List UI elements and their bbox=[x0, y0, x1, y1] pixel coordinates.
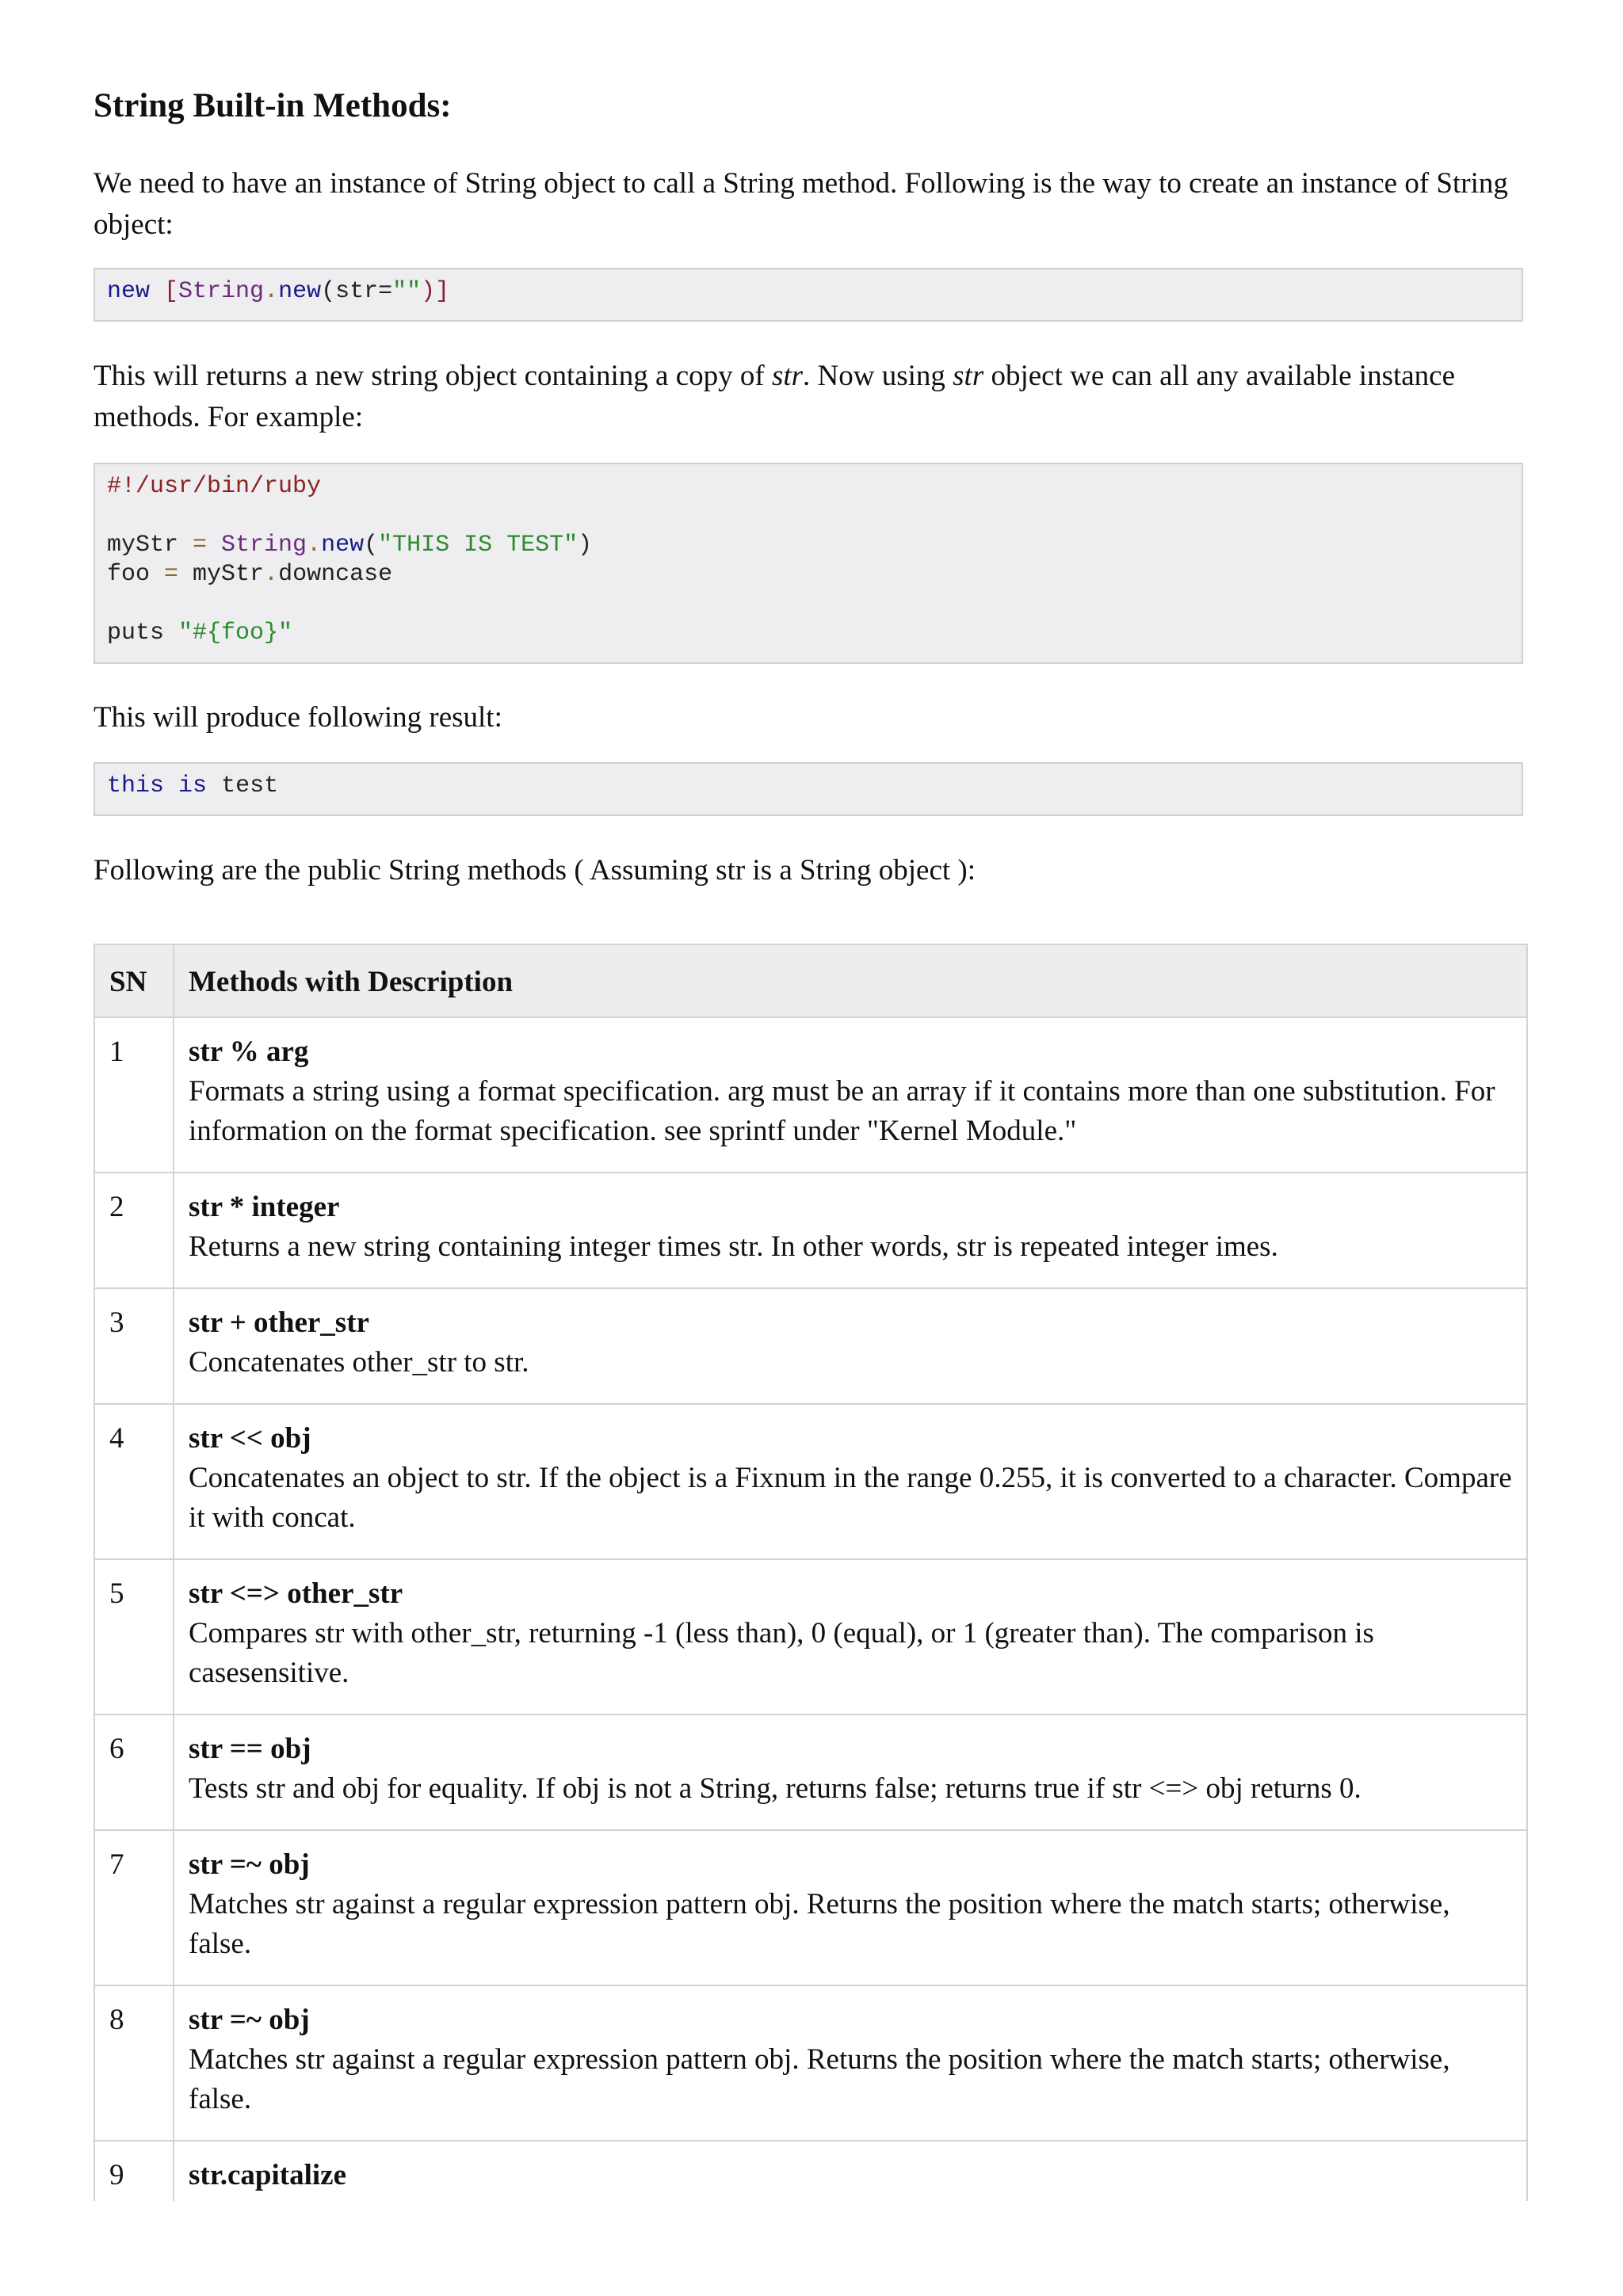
row-sn: 9 bbox=[94, 2141, 174, 2256]
intro-paragraph: We need to have an instance of String object to call a String method. Following is the way to create an instance of String object: bbox=[94, 167, 1508, 241]
row-sn: 8 bbox=[94, 1985, 174, 2141]
table-row bbox=[94, 1404, 1527, 1559]
code-block-example: #!/usr/bin/ruby myStr = String.new("THIS IS TEST") foo = myStr.downcase puts "#{foo}" bbox=[94, 463, 1523, 664]
method-name: str <=> other_str bbox=[189, 1577, 403, 1610]
row-method bbox=[174, 1017, 1527, 1173]
method-name: str + other_str bbox=[189, 1306, 369, 1339]
table-row bbox=[94, 1017, 1527, 1173]
table-row bbox=[94, 1985, 1527, 2141]
row-sn: 7 bbox=[94, 1830, 174, 1985]
methods-table bbox=[94, 944, 1528, 2257]
result-label: This will produce following result: bbox=[94, 701, 502, 734]
method-name: str == obj bbox=[189, 1733, 311, 1765]
row-sn: 5 bbox=[94, 1559, 174, 1714]
row-method bbox=[174, 1404, 1527, 1559]
row-method bbox=[174, 1173, 1527, 1288]
method-description: Formats a string using a format specification. arg must be an array if it contains more than one substitution. For information on the format specification. see sprintf under "Kernel Module." bbox=[189, 1075, 1495, 1147]
table-row bbox=[94, 1559, 1527, 1714]
code-block-output: this is test bbox=[94, 762, 1523, 816]
method-description: Concatenates an object to str. If the object is a Fixnum in the range 0.255, it is converted to a character. Compare it with concat. bbox=[189, 1462, 1512, 1534]
row-sn: 6 bbox=[94, 1714, 174, 1830]
table-row bbox=[94, 1173, 1527, 1288]
table-row bbox=[94, 1288, 1527, 1404]
method-name: str << obj bbox=[189, 1422, 311, 1455]
method-name: str.capitalize bbox=[189, 2159, 347, 2191]
section-title: String Built-in Methods: bbox=[94, 87, 452, 124]
method-name: str =~ obj bbox=[189, 2004, 310, 2036]
row-method bbox=[174, 1714, 1527, 1830]
table-row bbox=[94, 1714, 1527, 1830]
row-method bbox=[174, 1830, 1527, 1985]
page-bottom-margin bbox=[0, 2201, 1623, 2296]
row-sn: 1 bbox=[94, 1017, 174, 1173]
table-row bbox=[94, 1830, 1527, 1985]
code-block-constructor: new [String.new(str="")] bbox=[94, 268, 1523, 322]
row-method bbox=[174, 1288, 1527, 1404]
method-name: str * integer bbox=[189, 1191, 340, 1223]
method-name: str =~ obj bbox=[189, 1848, 310, 1881]
method-description: Compares str with other_str, returning -1 (less than), 0 (equal), or 1 (greater than). The comparison is casesensitive. bbox=[189, 1617, 1374, 1689]
example-paragraph: This will returns a new string object containing a copy of str. Now using str object we can all any available instance methods. For example: bbox=[94, 360, 1456, 433]
row-method bbox=[174, 1559, 1527, 1714]
row-method bbox=[174, 1985, 1527, 2141]
method-description: Returns a new string containing integer times str. In other words, str is repeated integer imes. bbox=[189, 1230, 1278, 1263]
method-description: Tests str and obj for equality. If obj is not a String, returns false; returns true if str <=> obj returns 0. bbox=[189, 1772, 1361, 1805]
method-description: Matches str against a regular expression pattern obj. Returns the position where the match starts; otherwise, false. bbox=[189, 2043, 1450, 2115]
row-sn: 4 bbox=[94, 1404, 174, 1559]
methods-intro: Following are the public String methods ( Assuming str is a String object ): bbox=[94, 854, 976, 887]
header-sn: SN bbox=[94, 944, 174, 1017]
row-sn: 2 bbox=[94, 1173, 174, 1288]
method-description: Matches str against a regular expression pattern obj. Returns the position where the match starts; otherwise, false. bbox=[189, 1888, 1450, 1960]
header-methods: Methods with Description bbox=[174, 944, 1527, 1017]
method-name: str % arg bbox=[189, 1035, 309, 1068]
method-description: Concatenates other_str to str. bbox=[189, 1346, 529, 1379]
table-header-row bbox=[94, 944, 1527, 1017]
row-sn: 3 bbox=[94, 1288, 174, 1404]
